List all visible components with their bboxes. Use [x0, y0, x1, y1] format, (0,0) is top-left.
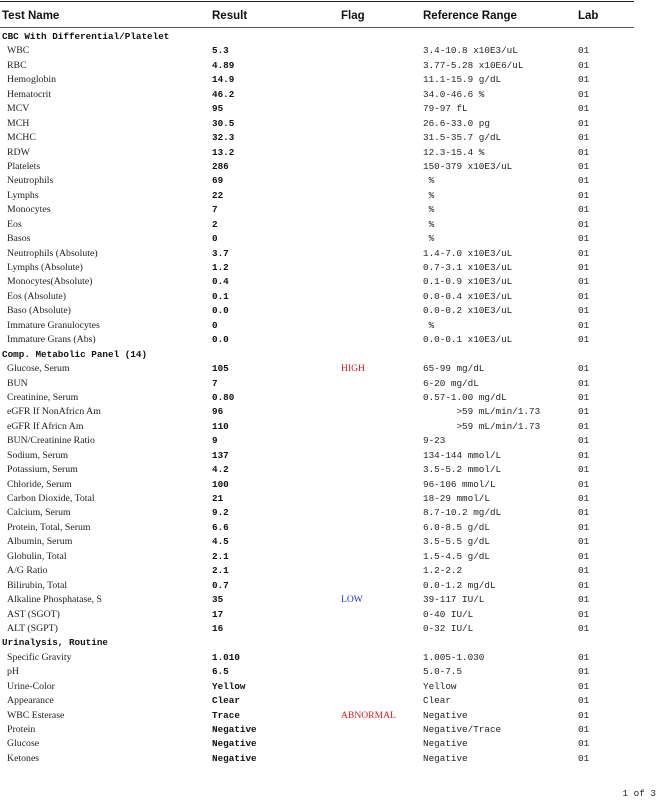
page-total: 3	[650, 788, 656, 799]
lab-cell: 01	[578, 435, 590, 447]
table-row	[0, 218, 668, 232]
reference-range-cell: Negative	[423, 709, 468, 721]
lab-cell: 01	[578, 276, 590, 288]
result-cell: 0.80	[212, 391, 235, 403]
table-row	[0, 189, 668, 203]
section-title: Comp. Metabolic Panel (14)	[2, 348, 148, 360]
section-header	[0, 636, 668, 650]
result-cell: 22	[212, 189, 224, 201]
result-cell: 0.7	[212, 579, 229, 591]
table-row	[0, 752, 668, 766]
table-row	[0, 506, 668, 520]
lab-cell: 01	[578, 738, 590, 750]
lab-cell: 01	[578, 594, 590, 606]
result-cell: 0	[212, 319, 218, 331]
test-name-cell: A/G Ratio	[7, 565, 48, 577]
test-name-cell: Hemoglobin	[7, 74, 56, 86]
table-row	[0, 622, 668, 636]
lab-cell: 01	[578, 493, 590, 504]
result-cell: 21	[212, 493, 224, 504]
lab-cell: 01	[578, 550, 590, 562]
reference-range-cell: 6-20 mg/dL	[423, 377, 479, 389]
reference-range-cell: >59 mL/min/1.73	[423, 420, 541, 432]
lab-cell: 01	[578, 651, 590, 663]
lab-cell: 01	[578, 262, 590, 273]
result-cell: 96	[212, 406, 224, 418]
result-cell: 2.1	[212, 565, 229, 577]
test-name-cell: WBC	[7, 45, 30, 57]
result-cell: Trace	[212, 709, 240, 721]
lab-cell: 01	[578, 175, 590, 187]
test-name-cell: Urine-Color	[7, 680, 55, 692]
lab-cell: 01	[578, 189, 590, 201]
result-cell: 2.1	[212, 550, 229, 562]
reference-range-cell: 0.57-1.00 mg/dL	[423, 391, 507, 403]
lab-cell: 01	[578, 88, 590, 100]
header-rule	[0, 27, 634, 28]
result-cell: Clear	[212, 695, 240, 707]
section-title: CBC With Differential/Platelet	[2, 31, 170, 42]
result-cell: 0.0	[212, 334, 229, 346]
reference-range-cell: 1.005-1.030	[423, 651, 485, 663]
table-row	[0, 405, 668, 419]
table-row	[0, 463, 668, 477]
table-row	[0, 709, 668, 723]
header-reference-range: Reference Range	[423, 10, 517, 22]
lab-cell: 01	[578, 406, 590, 418]
result-cell: 14.9	[212, 74, 235, 86]
test-name-cell: MCH	[7, 117, 30, 129]
reference-range-cell: 0.7-3.1 x10E3/uL	[423, 262, 513, 273]
test-name-cell: Baso (Absolute)	[7, 305, 71, 317]
result-cell: 4.5	[212, 536, 229, 548]
lab-cell: 01	[578, 579, 590, 591]
result-cell: 1.2	[212, 262, 229, 273]
test-name-cell: Protein, Total, Serum	[7, 521, 91, 533]
lab-cell: 01	[578, 666, 590, 678]
result-cell: 4.89	[212, 59, 235, 71]
result-cell: 17	[212, 608, 224, 620]
test-name-cell: Immature Grans (Abs)	[7, 334, 96, 346]
reference-range-cell: 39-117 IU/L	[423, 594, 485, 606]
lab-cell: 01	[578, 74, 590, 86]
result-cell: Negative	[212, 724, 257, 735]
table-row	[0, 232, 668, 246]
lab-cell: 01	[578, 45, 590, 57]
result-cell: 46.2	[212, 88, 235, 100]
reference-range-cell: %	[423, 233, 435, 245]
reference-range-cell: 34.0-46.6 %	[423, 88, 485, 100]
reference-range-cell: 0.0-0.2 x10E3/uL	[423, 305, 513, 317]
reference-range-cell: 18-29 mmol/L	[423, 493, 490, 504]
reference-range-cell: %	[423, 189, 435, 201]
reference-range-cell: 0.1-0.9 x10E3/uL	[423, 276, 513, 288]
test-name-cell: Immature Granulocytes	[7, 319, 100, 331]
table-row	[0, 88, 668, 102]
lab-cell: 01	[578, 204, 590, 216]
table-row	[0, 131, 668, 145]
result-cell: 4.2	[212, 464, 229, 476]
test-name-cell: Calcium, Serum	[7, 507, 71, 519]
reference-range-cell: 9-23	[423, 435, 446, 447]
header-flag: Flag	[341, 10, 365, 22]
result-cell: 13.2	[212, 146, 235, 158]
test-name-cell: Lymphs (Absolute)	[7, 262, 83, 273]
table-row	[0, 737, 668, 751]
lab-cell: 01	[578, 334, 590, 346]
header-result: Result	[212, 10, 248, 22]
table-row	[0, 102, 668, 116]
test-name-cell: Carbon Dioxide, Total	[7, 493, 95, 504]
test-name-cell: Protein	[7, 724, 36, 735]
test-name-cell: Basos	[7, 233, 31, 245]
lab-cell: 01	[578, 290, 590, 302]
result-cell: 110	[212, 420, 229, 432]
result-cell: 35	[212, 594, 224, 606]
test-name-cell: Ketones	[7, 752, 40, 764]
test-name-cell: Albumin, Serum	[7, 536, 73, 548]
table-row	[0, 665, 668, 679]
lab-cell: 01	[578, 103, 590, 115]
lab-cell: 01	[578, 724, 590, 735]
reference-range-cell: 6.0-8.5 g/dL	[423, 521, 490, 533]
table-row	[0, 564, 668, 578]
reference-range-cell: Yellow	[423, 680, 457, 692]
reference-range-cell: Negative	[423, 752, 468, 764]
reference-range-cell: 0.0-0.1 x10E3/uL	[423, 334, 513, 346]
reference-range-cell: 3.5-5.5 g/dL	[423, 536, 490, 548]
test-name-cell: MCHC	[7, 132, 36, 144]
reference-range-cell: 5.0-7.5	[423, 666, 463, 678]
test-name-cell: BUN/Creatinine Ratio	[7, 435, 95, 447]
lab-cell: 01	[578, 752, 590, 764]
reference-range-cell: %	[423, 218, 435, 230]
result-cell: 30.5	[212, 117, 235, 129]
result-cell: 16	[212, 622, 224, 634]
lab-cell: 01	[578, 377, 590, 389]
test-name-cell: eGFR If NonAfricn Am	[7, 406, 101, 418]
table-row	[0, 261, 668, 275]
lab-cell: 01	[578, 565, 590, 577]
section-title: Urinalysis, Routine	[2, 637, 109, 649]
reference-range-cell: 1.5-4.5 g/dL	[423, 550, 490, 562]
table-row	[0, 304, 668, 318]
lab-cell: 01	[578, 160, 590, 172]
lab-cell: 01	[578, 233, 590, 245]
table-row	[0, 333, 668, 347]
table-row	[0, 680, 668, 694]
lab-cell: 01	[578, 608, 590, 620]
table-row	[0, 434, 668, 448]
flag-cell: ABNORMAL	[341, 709, 396, 721]
result-cell: 7	[212, 377, 218, 389]
test-name-cell: Globulin, Total	[7, 550, 67, 562]
reference-range-cell: %	[423, 175, 435, 187]
table-row	[0, 478, 668, 492]
table-row	[0, 579, 668, 593]
test-name-cell: Specific Gravity	[7, 651, 72, 663]
lab-cell: 01	[578, 680, 590, 692]
lab-cell: 01	[578, 420, 590, 432]
reference-range-cell: >59 mL/min/1.73	[423, 406, 541, 418]
reference-range-cell: 11.1-15.9 g/dL	[423, 74, 502, 86]
lab-cell: 01	[578, 536, 590, 548]
test-name-cell: Glucose	[7, 738, 40, 750]
test-name-cell: Eos	[7, 218, 22, 230]
test-name-cell: BUN	[7, 377, 28, 389]
reference-range-cell: 79-97 fL	[423, 103, 468, 115]
test-name-cell: AST (SGOT)	[7, 608, 60, 620]
table-row	[0, 377, 668, 391]
test-name-cell: Glucose, Serum	[7, 363, 70, 375]
reference-range-cell: 0.0-0.4 x10E3/uL	[423, 290, 513, 302]
reference-range-cell: 150-379 x10E3/uL	[423, 160, 513, 172]
results-table	[0, 30, 668, 766]
lab-cell: 01	[578, 363, 590, 375]
lab-cell: 01	[578, 146, 590, 158]
lab-cell: 01	[578, 507, 590, 519]
test-name-cell: Neutrophils	[7, 175, 54, 187]
reference-range-cell: 1.4-7.0 x10E3/uL	[423, 247, 513, 259]
table-row	[0, 146, 668, 160]
table-row	[0, 535, 668, 549]
test-name-cell: ALT (SGPT)	[7, 622, 58, 634]
reference-range-cell: %	[423, 319, 435, 331]
result-cell: Negative	[212, 738, 257, 750]
table-row	[0, 160, 668, 174]
reference-range-cell: 26.6-33.0 pg	[423, 117, 490, 129]
result-cell: 0	[212, 233, 218, 245]
table-row	[0, 593, 668, 607]
lab-cell: 01	[578, 695, 590, 707]
test-name-cell: Creatinine, Serum	[7, 391, 79, 403]
table-row	[0, 521, 668, 535]
test-name-cell: Bilirubin, Total	[7, 579, 68, 591]
test-name-cell: WBC Esterase	[7, 709, 65, 721]
test-name-cell: Hematocrit	[7, 88, 52, 100]
result-cell: 0.0	[212, 305, 229, 317]
test-name-cell: Platelets	[7, 160, 41, 172]
lab-cell: 01	[578, 478, 590, 490]
flag-cell: LOW	[341, 594, 363, 606]
reference-range-cell: 12.3-15.4 %	[423, 146, 485, 158]
result-cell: 69	[212, 175, 224, 187]
table-row	[0, 319, 668, 333]
table-row	[0, 449, 668, 463]
reference-range-cell: 31.5-35.7 g/dL	[423, 132, 502, 144]
test-name-cell: Neutrophils (Absolute)	[7, 247, 98, 259]
lab-cell: 01	[578, 305, 590, 317]
lab-cell: 01	[578, 622, 590, 634]
reference-range-cell: Negative	[423, 738, 468, 750]
result-cell: 3.7	[212, 247, 229, 259]
lab-cell: 01	[578, 117, 590, 129]
result-cell: 6.6	[212, 521, 229, 533]
reference-range-cell: 8.7-10.2 mg/dL	[423, 507, 502, 519]
table-row	[0, 391, 668, 405]
result-cell: 2	[212, 218, 218, 230]
reference-range-cell: Negative/Trace	[423, 724, 502, 735]
test-name-cell: Eos (Absolute)	[7, 290, 67, 302]
table-row	[0, 275, 668, 289]
reference-range-cell: 65-99 mg/dL	[423, 363, 485, 375]
reference-range-cell: 96-106 mmol/L	[423, 478, 496, 490]
table-row	[0, 550, 668, 564]
table-row	[0, 694, 668, 708]
result-cell: 9	[212, 435, 218, 447]
table-row	[0, 362, 668, 376]
lab-cell: 01	[578, 247, 590, 259]
lab-cell: 01	[578, 521, 590, 533]
table-row	[0, 492, 668, 506]
header-lab: Lab	[578, 10, 599, 22]
test-name-cell: eGFR If Africn Am	[7, 420, 84, 432]
result-cell: Yellow	[212, 680, 246, 692]
reference-range-cell: 0.0-1.2 mg/dL	[423, 579, 496, 591]
result-cell: 9.2	[212, 507, 229, 519]
result-cell: 32.3	[212, 132, 235, 144]
result-cell: 95	[212, 103, 224, 115]
table-row	[0, 44, 668, 58]
lab-cell: 01	[578, 319, 590, 331]
result-cell: 6.5	[212, 666, 229, 678]
lab-cell: 01	[578, 709, 590, 721]
reference-range-cell: Clear	[423, 695, 451, 707]
top-rule	[0, 1, 634, 2]
reference-range-cell: 3.77-5.28 x10E6/uL	[423, 59, 524, 71]
result-cell: 0.4	[212, 276, 229, 288]
column-header-row	[0, 10, 668, 26]
test-name-cell: Appearance	[7, 695, 54, 707]
test-name-cell: Chloride, Serum	[7, 478, 72, 490]
table-row	[0, 420, 668, 434]
result-cell: 1.010	[212, 651, 240, 663]
page-of: of	[633, 788, 645, 799]
table-row	[0, 73, 668, 87]
test-name-cell: Lymphs	[7, 189, 39, 201]
test-name-cell: MCV	[7, 103, 30, 115]
header-test-name: Test Name	[2, 10, 60, 22]
reference-range-cell: 0-40 IU/L	[423, 608, 474, 620]
test-name-cell: Alkaline Phosphatase, S	[7, 594, 102, 606]
table-row	[0, 608, 668, 622]
test-name-cell: Monocytes(Absolute)	[7, 276, 93, 288]
table-row	[0, 290, 668, 304]
test-name-cell: Sodium, Serum	[7, 449, 68, 461]
lab-cell: 01	[578, 59, 590, 71]
section-header	[0, 30, 668, 44]
result-cell: 0.1	[212, 290, 229, 302]
table-row	[0, 723, 668, 737]
result-cell: 5.3	[212, 45, 229, 57]
reference-range-cell: 3.4-10.8 x10E3/uL	[423, 45, 518, 57]
page-current: 1	[622, 788, 629, 799]
reference-range-cell: 0-32 IU/L	[423, 622, 474, 634]
table-row	[0, 247, 668, 261]
lab-cell: 01	[578, 132, 590, 144]
result-cell: 105	[212, 363, 229, 375]
lab-cell: 01	[578, 449, 590, 461]
flag-cell: HIGH	[341, 363, 365, 375]
section-header	[0, 348, 668, 362]
test-name-cell: RDW	[7, 146, 30, 158]
test-name-cell: RBC	[7, 59, 27, 71]
table-row	[0, 59, 668, 73]
lab-cell: 01	[578, 464, 590, 476]
lab-cell: 01	[578, 218, 590, 230]
lab-cell: 01	[578, 391, 590, 403]
table-row	[0, 203, 668, 217]
result-cell: 286	[212, 160, 229, 172]
page-indicator	[622, 788, 656, 799]
reference-range-cell: 3.5-5.2 mmol/L	[423, 464, 502, 476]
result-cell: Negative	[212, 752, 257, 764]
test-name-cell: Monocytes	[7, 204, 51, 216]
result-cell: 100	[212, 478, 229, 490]
reference-range-cell: 134-144 mmol/L	[423, 449, 502, 461]
reference-range-cell: %	[423, 204, 435, 216]
test-name-cell: Potassium, Serum	[7, 464, 78, 476]
table-row	[0, 651, 668, 665]
reference-range-cell: 1.2-2.2	[423, 565, 463, 577]
test-name-cell: pH	[7, 666, 19, 678]
table-row	[0, 174, 668, 188]
table-row	[0, 117, 668, 131]
result-cell: 137	[212, 449, 229, 461]
result-cell: 7	[212, 204, 218, 216]
